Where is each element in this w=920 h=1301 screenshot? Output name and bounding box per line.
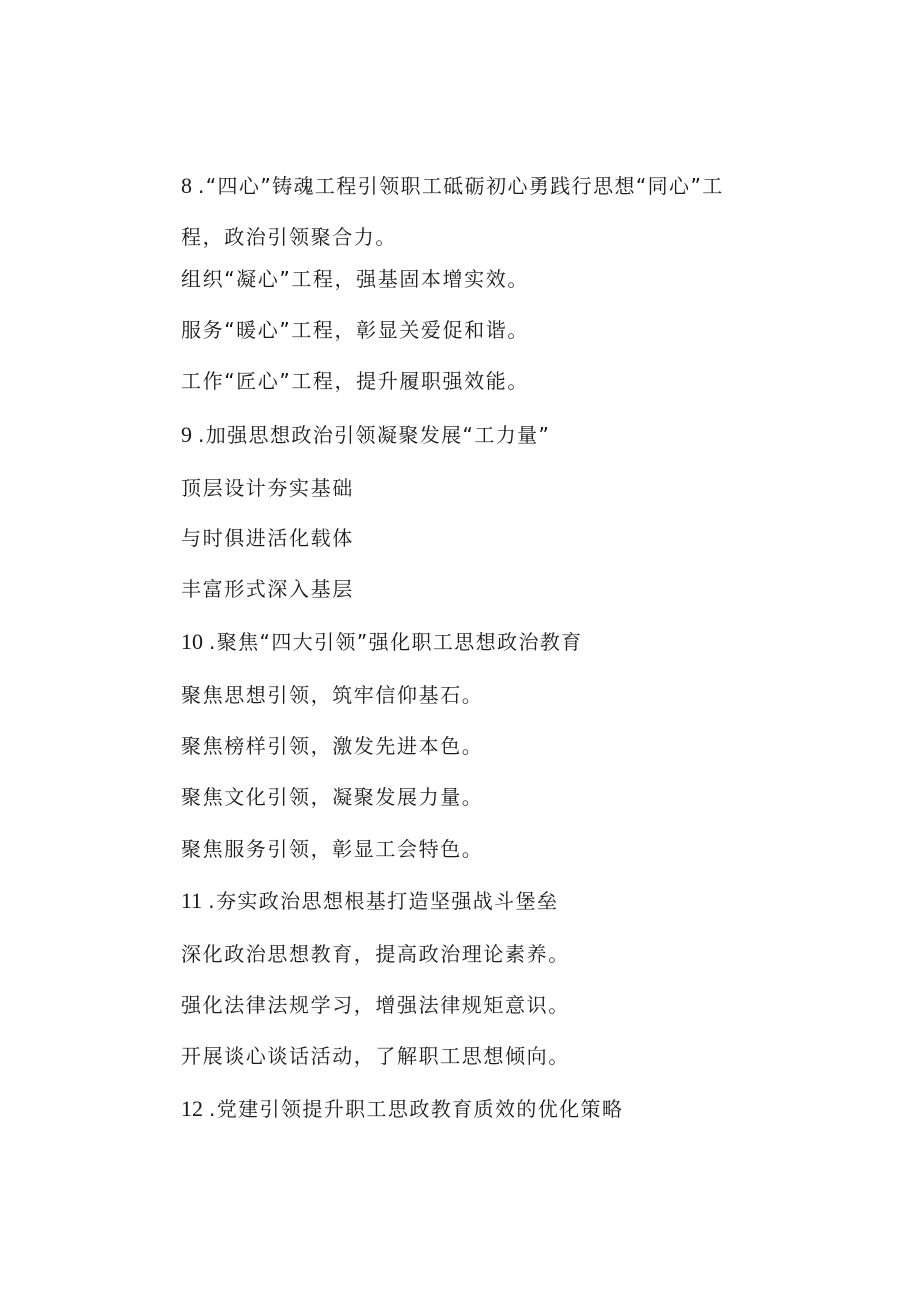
heading-8 [181,173,724,199]
paragraph-line: 深化政治思想教育，提高政治理论素养。 [181,942,570,966]
heading-text: .夯实政治思想根基打造坚强战斗堡垒 [208,889,559,913]
heading-12 [181,1096,623,1122]
heading-text: .加强思想政治引领凝聚发展“工力量” [198,423,551,447]
heading-text: .“四心”铸魂工程引领职工砥砺初心勇践行思想“同心”工 [198,174,724,198]
paragraph-line: 服务“暖心”工程，彰显关爱促和谐。 [181,318,529,342]
heading-9 [181,422,550,448]
paragraph-line: 顶层设计夯实基础 [181,476,354,500]
paragraph-line: 工作“匠心”工程，提升履职强效能。 [181,369,529,393]
heading-text: .党建引领提升职工思政教育质效的优化策略 [209,1097,624,1121]
paragraph-line: 开展谈心谈话活动，了解职工思想倾向。 [181,1044,570,1068]
paragraph-line: 聚焦服务引领，彰显工会特色。 [181,837,484,861]
paragraph-line: 丰富形式深入基层 [181,577,354,601]
paragraph-line: 聚焦榜样引领，激发先进本色。 [181,734,484,758]
heading-number: 10 [181,629,203,654]
heading-number: 9 [181,422,192,447]
heading-text: .聚焦“四大引领”强化职工思想政治教育 [209,630,583,654]
paragraph-line: 组织“凝心”工程，强基固本增实效。 [181,267,529,291]
heading-10 [181,629,583,655]
paragraph-line: 强化法律法规学习，增强法律规矩意识。 [181,993,570,1017]
heading-number: 11 [181,888,203,913]
paragraph-line: 程，政治引领聚合力。 [181,225,397,249]
paragraph-line: 与时俱进活化载体 [181,526,354,550]
heading-number: 12 [181,1096,203,1121]
heading-number: 8 [181,173,192,198]
paragraph-line: 聚焦文化引领，凝聚发展力量。 [181,785,484,809]
heading-11 [181,888,558,914]
paragraph-line: 聚焦思想引领，筑牢信仰基石。 [181,683,484,707]
